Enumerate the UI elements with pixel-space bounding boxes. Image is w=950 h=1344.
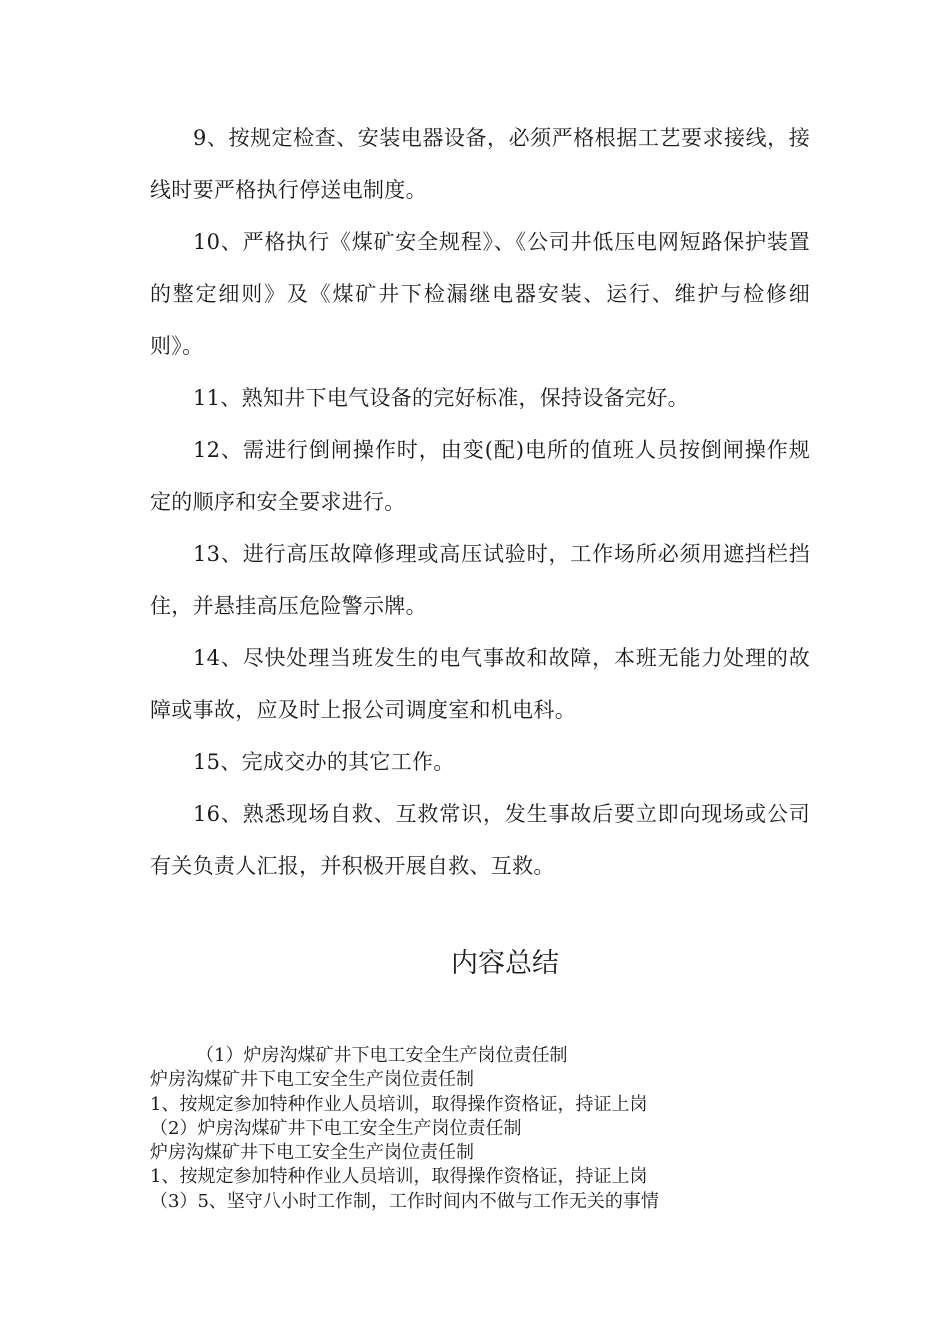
- summary-line: 1、按规定参加特种作业人员培训，取得操作资格证，持证上岗: [150, 1093, 648, 1115]
- summary-line: （3）5、坚守八小时工作制，工作时间内不做与工作无关的事情: [150, 1190, 659, 1212]
- paragraph-item-13: 13、进行高压故障修理或高压试验时，工作场所必须用遮挡栏挡住，并悬挂高压危险警示牌。: [150, 542, 810, 618]
- paragraph-item-14: 14、尽快处理当班发生的电气事故和故障，本班无能力处理的故障或事故，应及时上报公司调度室和机电科。: [150, 646, 810, 722]
- summary-list: [150, 1044, 850, 1214]
- paragraph-item-16: 16、熟悉现场自救、互救常识，发生事故后要立即向现场或公司有关负责人汇报，并积极开展自救、互救。: [150, 802, 810, 878]
- summary-line: 炉房沟煤矿井下电工安全生产岗位责任制: [150, 1142, 474, 1164]
- paragraph-item-10: 10、严格执行《煤矿安全规程》、《公司井低压电网短路保护装置的整定细则》及《煤矿井下检漏继电器安装、运行、维护与检修细则》。: [150, 230, 810, 358]
- summary-line: 1、按规定参加特种作业人员培训，取得操作资格证，持证上岗: [150, 1166, 648, 1188]
- paragraph-item-15: 15、完成交办的其它工作。: [193, 750, 455, 774]
- summary-line: 炉房沟煤矿井下电工安全生产岗位责任制: [150, 1069, 474, 1091]
- summary-line: （1）炉房沟煤矿井下电工安全生产岗位责任制: [196, 1045, 568, 1066]
- summary-title: 内容总结: [451, 948, 559, 979]
- summary-line: （2）炉房沟煤矿井下电工安全生产岗位责任制: [150, 1117, 522, 1139]
- paragraph-item-12: 12、需进行倒闸操作时，由变(配)电所的值班人员按倒闸操作规定的顺序和安全要求进行。: [150, 438, 810, 514]
- paragraph-item-9: 9、按规定检查、安装电器设备，必须严格根据工艺要求接线，接线时要严格执行停送电制度。: [150, 126, 810, 202]
- paragraph-item-11: 11、熟知井下电气设备的完好标准，保持设备完好。: [193, 386, 689, 410]
- document-body: [150, 112, 810, 892]
